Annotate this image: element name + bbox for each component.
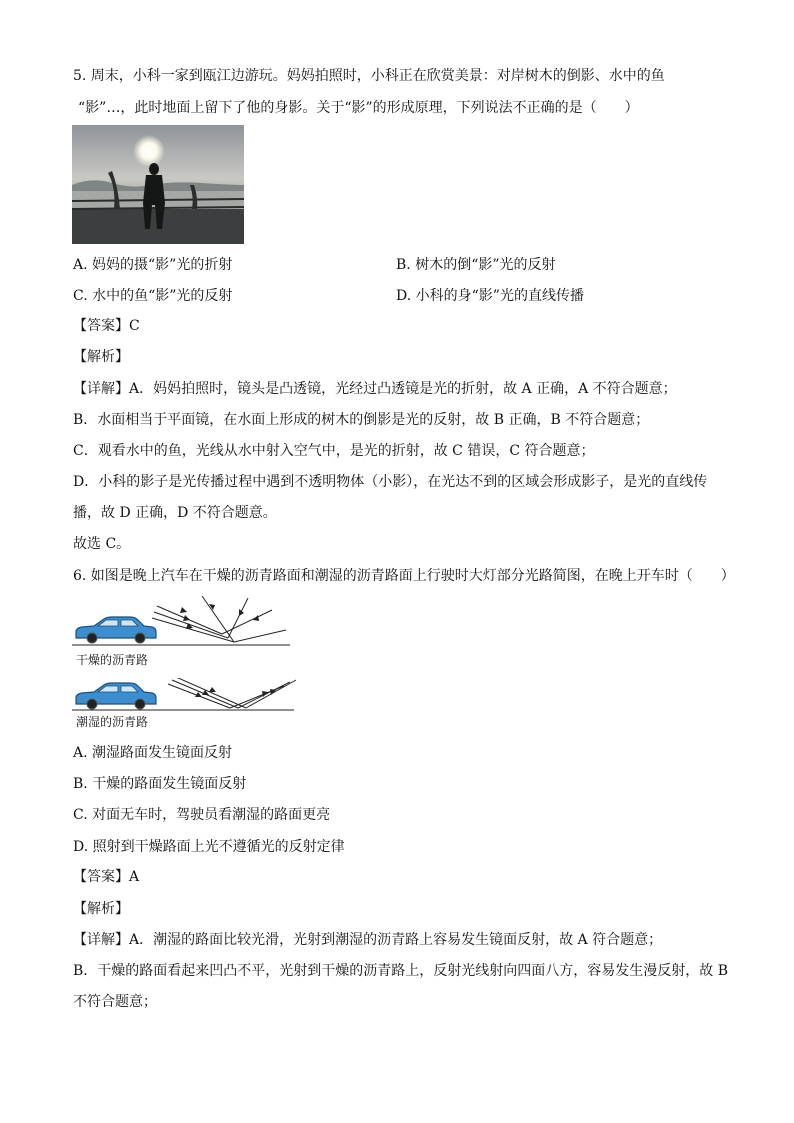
wet-road-diagram — [72, 678, 302, 714]
q5-stem-line1: 5. 周末，小科一家到瓯江边游玩。妈妈拍照时，小科正在欣赏美景：对岸树木的倒影、水中的鱼 — [73, 68, 665, 84]
q5-option-a: A. 妈妈的摄“影”光的折射 — [73, 257, 233, 273]
q5-photo-riverside-sunset — [72, 125, 244, 244]
q5-detail-c: C．观看水中的鱼，光线从水中射入空气中，是光的折射，故 C 错误，C 符合题意； — [73, 443, 595, 459]
q6-answer: 【答案】A — [73, 869, 140, 885]
q5-answer: 【答案】C — [73, 318, 140, 334]
q5-conclusion: 故选 C。 — [73, 536, 131, 552]
dry-road-diagram — [72, 596, 302, 652]
q6-option-d: D. 照射到干燥路面上光不遵循光的反射定律 — [73, 839, 345, 855]
q6-option-b: B. 干燥的路面发生镜面反射 — [73, 776, 247, 792]
q6-stem: 6. 如图是晚上汽车在干燥的沥青路面和潮湿的沥青路面上行驶时大灯部分光路简图，在晚上开车时（ ） — [73, 568, 735, 584]
q5-analysis-label: 【解析】 — [73, 349, 129, 365]
q6-option-a: A. 潮湿路面发生镜面反射 — [73, 745, 233, 761]
q6-detail-b-line1: B．干燥的路面看起来凹凸不平，光射到干燥的沥青路上，反射光线射向四面八方，容易发生漫反射，故 B — [73, 963, 729, 979]
q6-analysis-label: 【解析】 — [73, 901, 129, 917]
q5-detail-d-line2: 播，故 D 正确，D 不符合题意。 — [73, 505, 277, 521]
car-icon — [76, 683, 156, 709]
q5-detail-b: B．水面相当于平面镜，在水面上形成的树木的倒影是光的反射，故 B 正确，B 不符合题意； — [73, 412, 650, 428]
q6-detail-a: 【详解】A．潮湿的路面比较光滑，光射到潮湿的沥青路上容易发生镜面反射，故 A 符合题意； — [73, 932, 663, 948]
q6-option-c: C. 对面无车时，驾驶员看潮湿的路面更亮 — [73, 807, 331, 823]
q5-option-b: B. 树木的倒“影”光的反射 — [396, 257, 556, 273]
q5-detail-a: 【详解】A．妈妈拍照时，镜头是凸透镜，光经过凸透镜是光的折射，故 A 正确，A 不符合题意； — [73, 381, 677, 397]
photo-illustration — [72, 125, 244, 244]
q5-option-c: C. 水中的鱼“影”光的反射 — [73, 288, 233, 304]
car-icon — [76, 617, 156, 643]
q5-stem-line2: “影”…，此时地面上留下了他的身影。关于“影”的形成原理，下列说法不正确的是（ ） — [78, 100, 639, 116]
wet-road-label: 潮湿的沥青路 — [76, 715, 149, 729]
q6-detail-b-line2: 不符合题意； — [73, 994, 157, 1010]
q5-option-d: D. 小科的身“影”光的直线传播 — [396, 288, 584, 304]
q5-detail-d-line1: D．小科的影子是光传播过程中遇到不透明物体（小影），在光达不到的区域会形成影子，是光的直线传 — [73, 474, 708, 490]
dry-road-label: 干燥的沥青路 — [76, 653, 149, 667]
